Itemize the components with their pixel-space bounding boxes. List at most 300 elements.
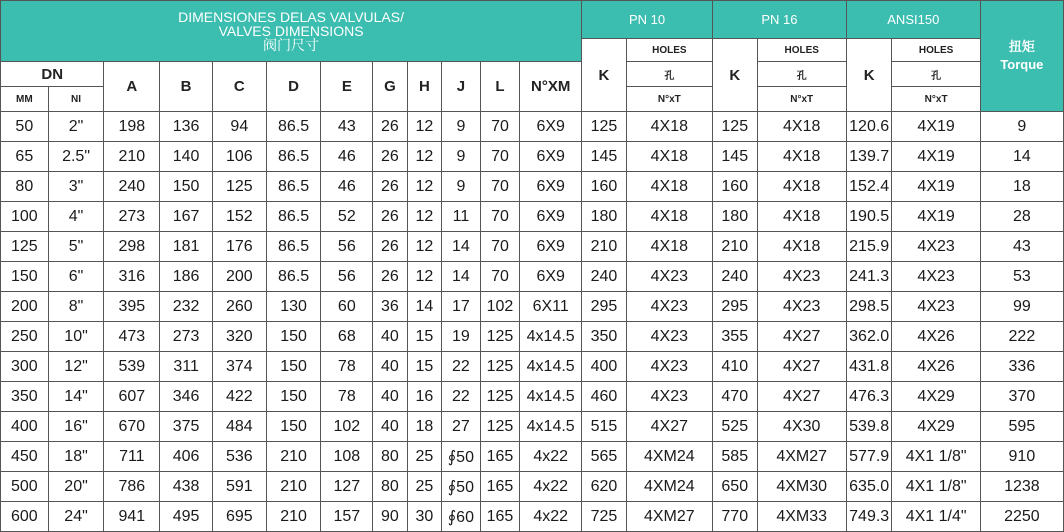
cell-torque: 28 [980,202,1063,232]
cell-dim-d: 210 [266,502,321,532]
cell-dim-h: 15 [407,352,441,382]
cell-dim-b: 181 [160,232,213,262]
cell-dim-c: 260 [212,292,266,322]
title-es: DIMENSIONES DELAS VALVULAS/ [178,9,404,25]
cell-dim-b: 273 [160,322,213,352]
cell-pn16-holes: 4X18 [757,232,846,262]
cell-pn16-holes: 4X18 [757,172,846,202]
table-title [1,1,582,62]
cell-pn16-k: 525 [712,412,757,442]
ansi-k-header: K [846,39,892,112]
cell-dim-d: 86.5 [266,232,321,262]
mm-header: MM [1,87,49,112]
cell-dim-e: 56 [321,232,373,262]
cell-dim-a: 273 [104,202,160,232]
cell-dim-j: 11 [442,202,481,232]
cell-dim-l: 125 [480,382,520,412]
cell-dim-e: 78 [321,352,373,382]
cell-n-x-m: 6X9 [520,202,582,232]
cell-dim-g: 90 [373,502,407,532]
cell-dim-g: 80 [373,472,407,502]
cell-ansi-k: 577.9 [846,442,892,472]
cell-dim-g: 26 [373,202,407,232]
cell-ansi-k: 190.5 [846,202,892,232]
cell-dim-c: 536 [212,442,266,472]
cell-pn16-k: 210 [712,232,757,262]
cell-pn10-holes: 4X18 [626,172,712,202]
cell-pn10-k: 620 [582,472,627,502]
cell-pn16-k: 470 [712,382,757,412]
table-row [1,112,1064,142]
cell-dn-inch: 14" [48,382,104,412]
cell-dim-b: 136 [160,112,213,142]
cell-dn-inch: 5" [48,232,104,262]
cell-dim-d: 210 [266,472,321,502]
cell-ansi-holes: 4X19 [892,202,980,232]
cell-dim-e: 46 [321,172,373,202]
cell-pn16-holes: 4X18 [757,142,846,172]
cell-ansi-holes: 4X26 [892,322,980,352]
cell-n-x-m: 4x14.5 [520,322,582,352]
cell-dim-j: ∮50 [442,442,481,472]
cell-dim-h: 12 [407,112,441,142]
cell-pn10-k: 295 [582,292,627,322]
cell-dim-j: 14 [442,232,481,262]
cell-dn-inch: 16" [48,412,104,442]
cell-ansi-holes: 4X29 [892,412,980,442]
pn16-holes-header: HOLES [757,39,846,62]
cell-dim-g: 40 [373,412,407,442]
cell-dn-mm: 65 [1,142,49,172]
cell-dim-g: 40 [373,322,407,352]
cell-pn16-k: 145 [712,142,757,172]
cell-n-x-m: 6X11 [520,292,582,322]
cell-ansi-k: 635.0 [846,472,892,502]
cell-dn-mm: 300 [1,352,49,382]
cell-ansi-holes: 4X23 [892,292,980,322]
cell-dim-j: 9 [442,172,481,202]
cell-dim-a: 198 [104,112,160,142]
cell-pn16-holes: 4XM33 [757,502,846,532]
cell-dim-b: 438 [160,472,213,502]
cell-dn-inch: 18" [48,442,104,472]
cell-pn10-holes: 4X23 [626,262,712,292]
cell-dn-inch: 10" [48,322,104,352]
cell-dn-mm: 350 [1,382,49,412]
cell-dim-b: 346 [160,382,213,412]
cell-dim-j: ∮50 [442,472,481,502]
table-row [1,412,1064,442]
cell-dim-d: 150 [266,382,321,412]
cell-ansi-holes: 4X1 1/4" [892,502,980,532]
cell-dim-g: 36 [373,292,407,322]
cell-pn10-k: 565 [582,442,627,472]
cell-dim-b: 167 [160,202,213,232]
cell-dim-c: 200 [212,262,266,292]
cell-ansi-k: 476.3 [846,382,892,412]
torque-label-en: Torque [1000,57,1044,72]
cell-dim-d: 150 [266,412,321,442]
cell-n-x-m: 4x22 [520,472,582,502]
cell-dn-mm: 250 [1,322,49,352]
cell-dim-h: 25 [407,472,441,502]
cell-dn-inch: 2" [48,112,104,142]
table-row [1,142,1064,172]
cell-dim-j: ∮60 [442,502,481,532]
col-d-header: D [266,62,321,112]
cell-n-x-m: 4x14.5 [520,382,582,412]
col-c-header: C [212,62,266,112]
ni-header: NI [48,87,104,112]
cell-torque: 43 [980,232,1063,262]
cell-dim-h: 12 [407,202,441,232]
cell-dim-l: 165 [480,502,520,532]
col-e-header: E [321,62,373,112]
cell-dim-j: 9 [442,142,481,172]
ansi-holes-header: HOLES [892,39,980,62]
cell-pn10-k: 180 [582,202,627,232]
cell-dim-a: 607 [104,382,160,412]
cell-dim-j: 9 [442,112,481,142]
cell-dim-l: 70 [480,142,520,172]
cell-dn-mm: 50 [1,112,49,142]
cell-dim-e: 108 [321,442,373,472]
cell-pn16-k: 650 [712,472,757,502]
cell-dim-e: 56 [321,262,373,292]
cell-pn10-holes: 4X23 [626,352,712,382]
cell-dim-l: 125 [480,322,520,352]
cell-pn16-holes: 4X27 [757,382,846,412]
cell-torque: 595 [980,412,1063,442]
cell-n-x-m: 6X9 [520,172,582,202]
cell-pn10-k: 725 [582,502,627,532]
cell-pn16-k: 240 [712,262,757,292]
cell-dim-c: 422 [212,382,266,412]
torque-header [980,1,1063,112]
cell-dim-c: 320 [212,322,266,352]
cell-dim-a: 786 [104,472,160,502]
cell-dim-a: 941 [104,502,160,532]
cell-dn-inch: 3" [48,172,104,202]
cell-dim-d: 130 [266,292,321,322]
cell-dim-l: 70 [480,172,520,202]
cell-dim-c: 94 [212,112,266,142]
cell-dim-a: 210 [104,142,160,172]
col-g-header: G [373,62,407,112]
cell-dim-l: 165 [480,442,520,472]
cell-pn16-k: 160 [712,172,757,202]
cell-pn10-k: 240 [582,262,627,292]
torque-label-zh: 扭矩 [1008,39,1035,54]
table-row [1,382,1064,412]
cell-dn-inch: 20" [48,472,104,502]
cell-dim-a: 539 [104,352,160,382]
cell-ansi-k: 120.6 [846,112,892,142]
cell-dn-inch: 2.5" [48,142,104,172]
cell-dim-d: 86.5 [266,202,321,232]
cell-dim-j: 22 [442,352,481,382]
cell-dn-mm: 400 [1,412,49,442]
col-nxm-header: N°XM [520,62,582,112]
cell-dim-c: 125 [212,172,266,202]
cell-pn10-holes: 4X18 [626,232,712,262]
cell-pn10-k: 400 [582,352,627,382]
cell-dn-inch: 6" [48,262,104,292]
cell-pn16-k: 410 [712,352,757,382]
col-a-header: A [104,62,160,112]
cell-dim-l: 70 [480,232,520,262]
cell-dim-j: 14 [442,262,481,292]
cell-dim-e: 43 [321,112,373,142]
cell-dn-mm: 125 [1,232,49,262]
cell-torque: 53 [980,262,1063,292]
cell-dim-c: 374 [212,352,266,382]
cell-ansi-k: 152.4 [846,172,892,202]
cell-dim-g: 26 [373,232,407,262]
cell-dn-mm: 450 [1,442,49,472]
cell-dim-d: 86.5 [266,112,321,142]
table-row [1,232,1064,262]
cell-ansi-k: 139.7 [846,142,892,172]
cell-pn10-holes: 4X23 [626,382,712,412]
col-b-header: B [160,62,213,112]
cell-dim-c: 695 [212,502,266,532]
cell-dim-e: 46 [321,142,373,172]
cell-dim-a: 298 [104,232,160,262]
table-row [1,202,1064,232]
cell-n-x-m: 4x22 [520,442,582,472]
cell-ansi-holes: 4X29 [892,382,980,412]
cell-dim-j: 27 [442,412,481,442]
cell-dim-h: 14 [407,292,441,322]
cell-dim-d: 86.5 [266,262,321,292]
cell-dim-e: 68 [321,322,373,352]
cell-dim-b: 232 [160,292,213,322]
cell-dim-a: 711 [104,442,160,472]
cell-torque: 14 [980,142,1063,172]
cell-pn10-holes: 4X23 [626,322,712,352]
cell-torque: 18 [980,172,1063,202]
cell-torque: 2250 [980,502,1063,532]
cell-ansi-holes: 4X1 1/8" [892,442,980,472]
cell-dim-g: 26 [373,112,407,142]
cell-dn-inch: 24" [48,502,104,532]
cell-ansi-holes: 4X23 [892,262,980,292]
cell-dim-l: 70 [480,262,520,292]
pn10-holes-zh: 孔 [626,62,712,87]
col-j-header: J [442,62,481,112]
cell-dn-mm: 500 [1,472,49,502]
cell-dim-g: 26 [373,262,407,292]
cell-dn-mm: 100 [1,202,49,232]
cell-pn16-holes: 4X18 [757,112,846,142]
cell-pn16-holes: 4X27 [757,352,846,382]
ansi-holes-zh: 孔 [892,62,980,87]
cell-dim-l: 102 [480,292,520,322]
cell-dim-h: 12 [407,142,441,172]
cell-dim-l: 125 [480,352,520,382]
ansi150-header: ANSI150 [846,1,980,39]
cell-torque: 336 [980,352,1063,382]
table-row [1,292,1064,322]
cell-pn10-holes: 4X18 [626,142,712,172]
cell-dim-c: 152 [212,202,266,232]
cell-pn16-holes: 4X18 [757,202,846,232]
cell-dim-d: 150 [266,322,321,352]
cell-pn16-k: 355 [712,322,757,352]
cell-dn-inch: 4" [48,202,104,232]
cell-ansi-holes: 4X19 [892,172,980,202]
cell-pn16-holes: 4XM30 [757,472,846,502]
pn10-nxt-header: N°xT [626,87,712,112]
table-row [1,472,1064,502]
cell-dim-c: 176 [212,232,266,262]
table-row [1,442,1064,472]
pn16-holes-zh: 孔 [757,62,846,87]
cell-dim-d: 210 [266,442,321,472]
cell-dn-inch: 8" [48,292,104,322]
cell-ansi-holes: 4X1 1/8" [892,472,980,502]
cell-torque: 99 [980,292,1063,322]
cell-dn-mm: 150 [1,262,49,292]
cell-torque: 222 [980,322,1063,352]
cell-dim-b: 406 [160,442,213,472]
col-l-header: L [480,62,520,112]
cell-pn10-k: 460 [582,382,627,412]
cell-dim-l: 125 [480,412,520,442]
cell-dim-h: 12 [407,262,441,292]
table-row [1,502,1064,532]
cell-torque: 9 [980,112,1063,142]
cell-pn10-k: 515 [582,412,627,442]
cell-pn16-k: 585 [712,442,757,472]
cell-dim-h: 16 [407,382,441,412]
cell-ansi-k: 215.9 [846,232,892,262]
cell-dn-mm: 80 [1,172,49,202]
cell-pn10-k: 350 [582,322,627,352]
pn16-nxt-header: N°xT [757,87,846,112]
cell-n-x-m: 6X9 [520,112,582,142]
cell-ansi-k: 431.8 [846,352,892,382]
cell-dim-h: 18 [407,412,441,442]
cell-n-x-m: 4x14.5 [520,352,582,382]
cell-dim-h: 12 [407,232,441,262]
cell-torque: 1238 [980,472,1063,502]
cell-dim-g: 26 [373,172,407,202]
cell-ansi-holes: 4X19 [892,112,980,142]
cell-torque: 370 [980,382,1063,412]
dn-header: DN [1,62,104,87]
cell-pn16-k: 125 [712,112,757,142]
col-h-header: H [407,62,441,112]
cell-pn16-holes: 4X27 [757,322,846,352]
cell-pn10-k: 210 [582,232,627,262]
cell-pn10-holes: 4XM24 [626,472,712,502]
cell-dim-g: 40 [373,352,407,382]
title-en: VALVES DIMENSIONS [218,23,364,39]
pn16-k-header: K [712,39,757,112]
cell-ansi-k: 539.8 [846,412,892,442]
cell-dim-j: 22 [442,382,481,412]
cell-n-x-m: 4x22 [520,502,582,532]
cell-dim-b: 150 [160,172,213,202]
cell-dim-h: 12 [407,172,441,202]
cell-n-x-m: 6X9 [520,232,582,262]
cell-pn10-holes: 4X18 [626,202,712,232]
cell-n-x-m: 6X9 [520,262,582,292]
cell-pn16-k: 180 [712,202,757,232]
cell-dim-l: 70 [480,112,520,142]
cell-dim-a: 670 [104,412,160,442]
cell-dim-j: 17 [442,292,481,322]
cell-dim-e: 52 [321,202,373,232]
pn10-holes-header: HOLES [626,39,712,62]
cell-dim-c: 106 [212,142,266,172]
cell-ansi-holes: 4X19 [892,142,980,172]
cell-dim-g: 80 [373,442,407,472]
ansi-nxt-header: N°xT [892,87,980,112]
cell-torque: 910 [980,442,1063,472]
cell-dim-g: 40 [373,382,407,412]
cell-dim-a: 473 [104,322,160,352]
table-row [1,262,1064,292]
cell-pn10-holes: 4XM24 [626,442,712,472]
cell-dim-a: 240 [104,172,160,202]
cell-dim-d: 86.5 [266,172,321,202]
cell-ansi-holes: 4X23 [892,232,980,262]
cell-pn10-k: 145 [582,142,627,172]
cell-dim-d: 150 [266,352,321,382]
cell-dim-e: 157 [321,502,373,532]
cell-ansi-k: 298.5 [846,292,892,322]
cell-pn10-k: 160 [582,172,627,202]
cell-ansi-k: 241.3 [846,262,892,292]
cell-dim-e: 102 [321,412,373,442]
cell-dim-b: 375 [160,412,213,442]
cell-dim-h: 15 [407,322,441,352]
cell-n-x-m: 4x14.5 [520,412,582,442]
cell-dim-e: 78 [321,382,373,412]
cell-dim-c: 591 [212,472,266,502]
cell-dn-mm: 200 [1,292,49,322]
cell-pn16-holes: 4X30 [757,412,846,442]
cell-dim-b: 495 [160,502,213,532]
cell-dim-b: 140 [160,142,213,172]
cell-pn16-k: 770 [712,502,757,532]
title-zh: 阀门尺寸 [263,37,320,53]
cell-n-x-m: 6X9 [520,142,582,172]
cell-dn-mm: 600 [1,502,49,532]
cell-pn16-holes: 4X23 [757,292,846,322]
cell-pn10-holes: 4XM27 [626,502,712,532]
cell-dim-j: 19 [442,322,481,352]
cell-dim-l: 165 [480,472,520,502]
table-body [1,112,1064,532]
cell-ansi-k: 749.3 [846,502,892,532]
pn10-k-header: K [582,39,627,112]
cell-dim-c: 484 [212,412,266,442]
cell-pn10-k: 125 [582,112,627,142]
table-row [1,352,1064,382]
cell-dim-h: 30 [407,502,441,532]
pn16-header: PN 16 [712,1,846,39]
cell-pn16-holes: 4X23 [757,262,846,292]
cell-dim-b: 186 [160,262,213,292]
cell-dim-g: 26 [373,142,407,172]
cell-pn16-k: 295 [712,292,757,322]
cell-dim-b: 311 [160,352,213,382]
cell-dim-l: 70 [480,202,520,232]
